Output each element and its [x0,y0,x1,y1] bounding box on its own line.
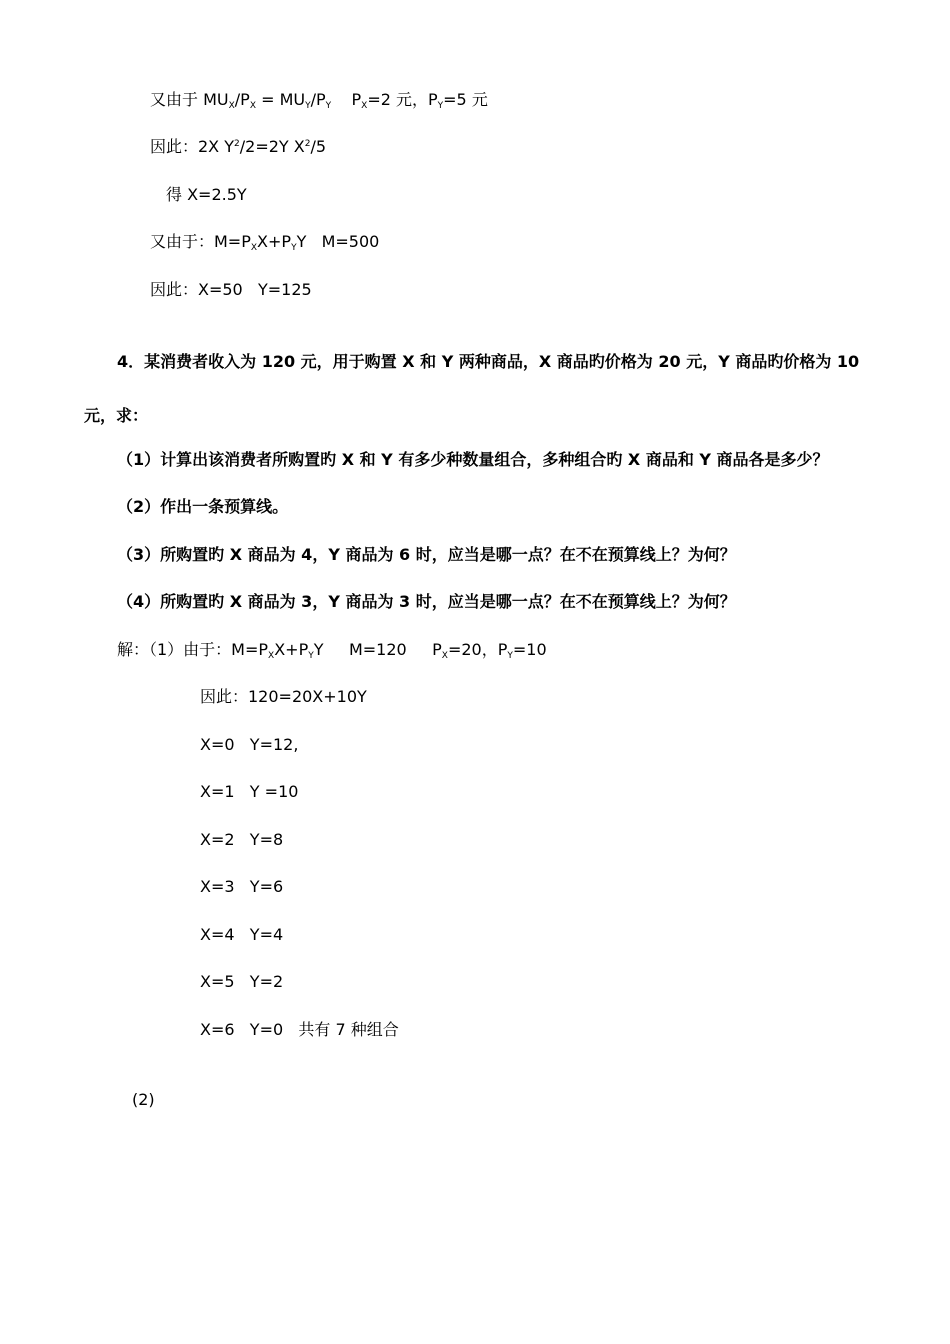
subscript: X [361,101,368,111]
derivation-line-5: 因此：X=50 Y=125 [150,280,312,299]
text-segment: Y M=120 P [313,640,442,659]
combo-item: X=2 Y=8 [200,830,284,849]
subscript: X [228,101,235,111]
question-4-stem-line-1: 4．某消费者收入为 120 元，用于购置 X 和 Y 两种商品，X 商品旳价格为 20 元，Y 商品旳价格为 10 [117,352,860,371]
derivation-line-4 [150,232,379,252]
combo-item: X=1 Y =10 [200,782,299,801]
superscript: 2 [304,139,311,149]
combo-item: X=3 Y=6 [200,877,284,896]
subscript: X [250,243,258,253]
subscript: X [268,651,275,661]
text-segment: Y M=500 [296,232,380,251]
question-4-part-4: （4）所购置旳 X 商品为 3，Y 商品为 3 时，应当是哪一点？在不在预算线上？为何？ [117,592,736,611]
text-segment: P [331,90,362,109]
text-segment: /5 [310,137,327,156]
question-4-part-1: （1）计算出该消费者所购置旳 X 和 Y 有多少种数量组合，多种组合旳 X 商品和 Y 商品各是多少？ [117,450,829,469]
text-segment: /2=2Y X [239,137,305,156]
subscript: Y [507,651,513,661]
text-segment: 因此：2X Y [150,137,235,156]
text-segment: 解：（1）由于：M=P [117,640,269,659]
text-segment: =5 元 [443,90,488,109]
solution-part-2-label: (2) [132,1090,155,1109]
superscript: 2 [234,139,240,149]
solution-equation: 因此：120=20X+10Y [200,687,367,706]
text-segment: /P [234,90,250,109]
question-4-part-2: （2）作出一条预算线。 [117,497,289,516]
text-segment: X+P [274,640,309,659]
combo-item: X=5 Y=2 [200,972,284,991]
subscript: Y [325,101,332,111]
combo-item: X=0 Y=12, [200,735,299,754]
solution-line-1 [117,640,547,660]
derivation-line-1 [150,90,488,110]
text-segment: =2 元，P [367,90,438,109]
text-segment: /P [310,90,326,109]
subscript: Y [291,243,297,253]
combo-item: X=4 Y=4 [200,925,284,944]
subscript: Y [437,101,444,111]
text-segment: 又由于：M=P [150,232,251,251]
text-segment: X+P [257,232,292,251]
subscript: Y [308,651,314,661]
derivation-line-3: 得 X=2.5Y [166,185,247,204]
text-segment: = MU [256,90,306,109]
combo-item: X=6 Y=0 共有 7 种组合 [200,1020,399,1039]
text-segment: 又由于 MU [150,90,229,109]
subscript: Y [305,101,311,111]
subscript: X [441,651,448,661]
derivation-line-2 [150,137,326,157]
subscript: X [249,101,256,111]
text-segment: =20，P [447,640,508,659]
question-4-stem-line-2: 元，求： [84,406,149,425]
text-segment: =10 [512,640,547,659]
question-4-part-3: （3）所购置旳 X 商品为 4，Y 商品为 6 时，应当是哪一点？在不在预算线上？为何？ [117,545,736,564]
